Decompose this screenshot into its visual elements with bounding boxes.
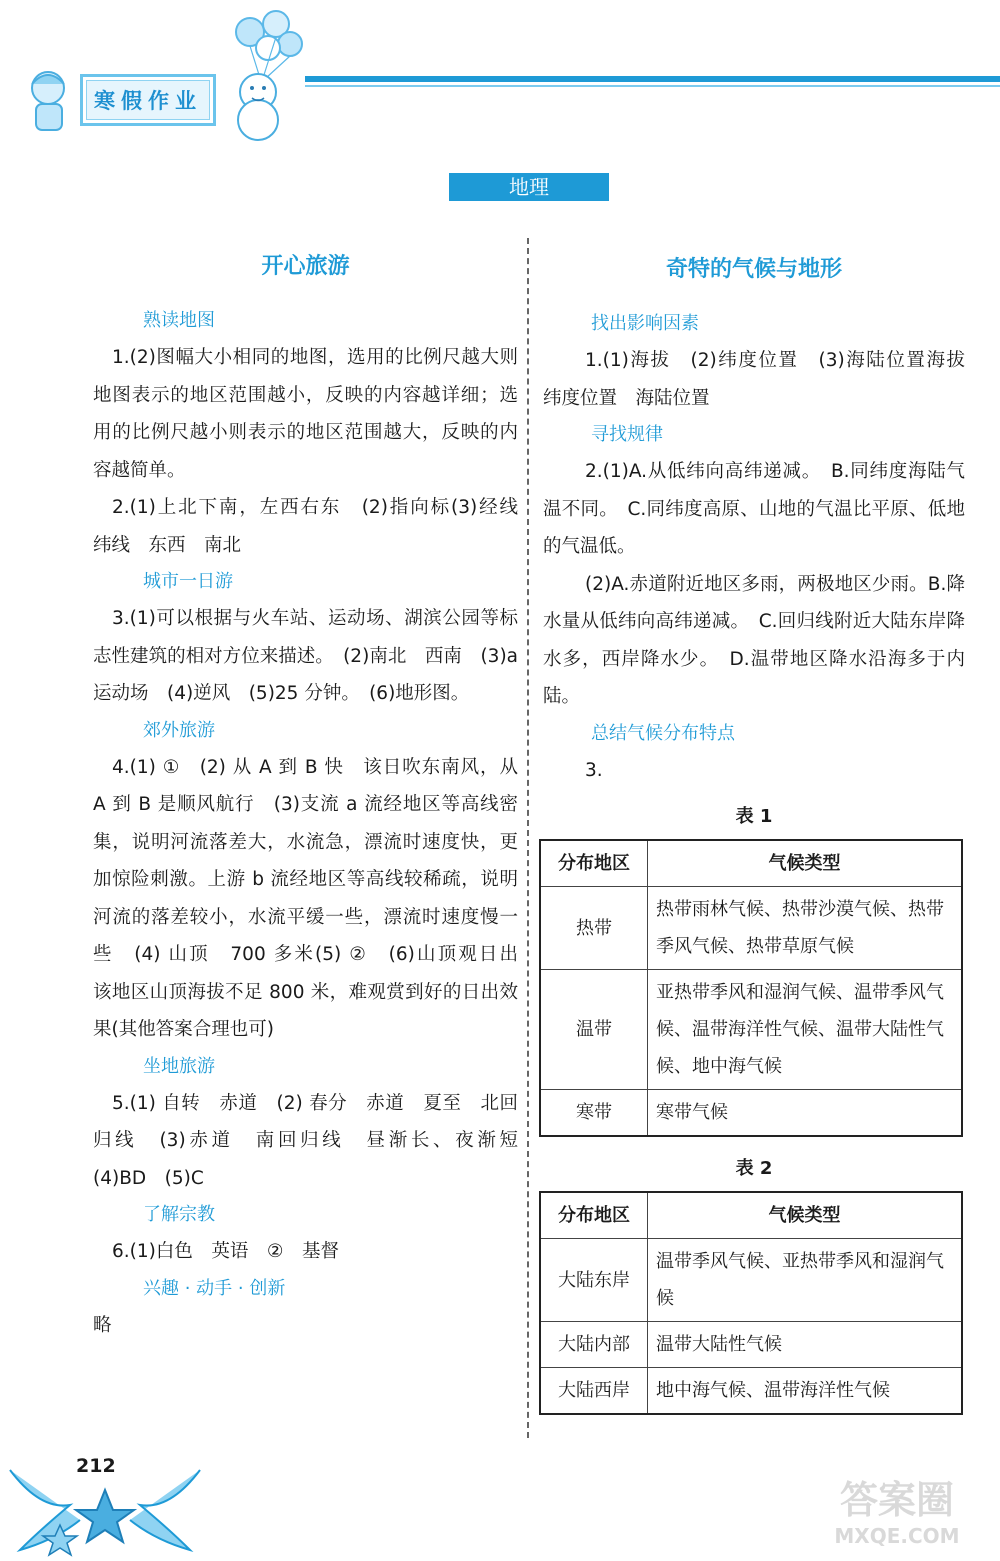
answer-paragraph: 略: [93, 1314, 112, 1336]
region-cell: 大陆东岸: [540, 1239, 648, 1322]
subsection-heading: 寻找规律: [591, 424, 663, 445]
header-rule-thin: [305, 85, 1000, 87]
subsection-heading: 了解宗教: [143, 1204, 215, 1225]
watermark-logo: [802, 1471, 992, 1551]
table-row: [540, 1239, 962, 1322]
table-header: 气候类型: [648, 840, 963, 887]
table1-caption: 表 1: [735, 806, 773, 827]
svg-text:答案圈: 答案圈: [839, 1478, 955, 1522]
region-cell: 寒带: [540, 1090, 648, 1137]
climate-table-1: [539, 839, 963, 1137]
table-header: 分布地区: [540, 1192, 648, 1239]
subsection-heading: 总结气候分布特点: [591, 722, 735, 744]
section-title-right: 奇特的气候与地形: [665, 257, 842, 282]
table-row: [540, 970, 962, 1090]
subsection-heading: 找出影响因素: [591, 313, 699, 334]
header-rule: [305, 76, 1000, 82]
table-header: 气候类型: [648, 1192, 963, 1239]
answer-paragraph: 4.(1) ① (2) 从 A 到 B 快 该日吹东南风，从 A 到 B 是顺风航行 (3)支流 a 流经地区等高线密集，说明河流落差大，水流急，漂流时速度快，更加惊险刺激。上游 b 流经地区等高线较稀疏，说明河流的落差较小，水流平缓一些，漂流时速度慢一些 (4) 山顶 700 多米(5) ② (6)山顶观日出 该地区山顶海拔不足 800 米，难观赏到好的日出效果(其他答案合理也可): [93, 756, 537, 1040]
region-cell: 温带: [540, 970, 648, 1090]
child-icon: [32, 72, 64, 130]
subsection-heading: 兴趣 · 动手 · 创新: [143, 1277, 286, 1299]
region-cell: 热带: [540, 887, 648, 970]
homework-badge: [80, 74, 216, 126]
answer-paragraph: 1.(2)图幅大小相同的地图，选用的比例尺越大则地图表示的地区范围越小，反映的内容越详细；选用的比例尺越小则表示的地区范围越大，反映的内容越简单。: [93, 347, 518, 481]
star-wings-icon: [10, 1470, 200, 1555]
table-row: [540, 887, 962, 970]
answer-paragraph: 1.(1)海拔 (2)纬度位置 (3)海陆位置海拔 纬度位置 海陆位置: [543, 350, 984, 409]
climate-type-cell: 亚热带季风和湿润气候、温带季风气候、温带海洋性气候、温带大陆性气候、地中海气候: [648, 970, 963, 1090]
climate-table-2: [539, 1191, 963, 1415]
answer-paragraph: 2.(1)A.从低纬向高纬递减。 B.同纬度海陆气温不同。 C.同纬度高原、山地的气温比平原、低地的气温低。: [543, 461, 965, 557]
right-content: [543, 306, 984, 789]
left-content: [93, 303, 537, 1344]
answer-paragraph: 2.(1)上北下南，左西右东 (2)指向标(3)经线 纬线 东西 南北: [93, 497, 537, 556]
table-row: [540, 1090, 962, 1137]
section-title-left: 开心旅游: [261, 254, 350, 279]
page-number: 212: [76, 1455, 116, 1477]
table-row: [540, 1322, 962, 1368]
balloons-icon: [236, 11, 302, 78]
snowman-icon: [238, 74, 278, 140]
subsection-heading: 城市一日游: [143, 571, 233, 592]
right-column: [543, 248, 984, 1415]
table2-caption: 表 2: [735, 1158, 773, 1179]
answer-paragraph: 6.(1)白色 英语 ② 基督: [112, 1241, 339, 1262]
subsection-heading: 郊外旅游: [143, 719, 215, 741]
answer-paragraph: 3.: [585, 759, 603, 781]
region-cell: 大陆西岸: [540, 1368, 648, 1415]
subsection-heading: 熟读地图: [143, 310, 215, 331]
table-row: [540, 1368, 962, 1415]
table-header: 分布地区: [540, 840, 648, 887]
homework-badge-label: 寒假作业: [86, 80, 210, 120]
answer-paragraph: 5.(1) 自转 赤道 (2) 春分 赤道 夏至 北回归线 (3)赤道 南回归线 昼渐长、夜渐短 (4)BD (5)C: [93, 1092, 537, 1189]
subsection-heading: 坐地旅游: [143, 1055, 215, 1077]
answer-paragraph: 3.(1)可以根据与火车站、运动场、湖滨公园等标志性建筑的相对方位来描述。 (2)南北 西南 (3)a 运动场 (4)逆风 (5)25 分钟。 (6)地形图。: [93, 608, 518, 704]
climate-type-cell: 温带大陆性气候: [648, 1322, 963, 1368]
subject-title: 地理: [449, 173, 609, 201]
climate-type-cell: 温带季风气候、亚热带季风和湿润气候: [648, 1239, 963, 1322]
climate-type-cell: 热带雨林气候、热带沙漠气候、热带季风气候、热带草原气候: [648, 887, 963, 970]
climate-type-cell: 地中海气候、温带海洋性气候: [648, 1368, 963, 1415]
climate-type-cell: 寒带气候: [648, 1090, 963, 1137]
region-cell: 大陆内部: [540, 1322, 648, 1368]
answer-paragraph: (2)A.赤道附近地区多雨，两极地区少雨。B.降水量从低纬向高纬递减。 C.回归线附近大陆东岸降水多，西岸降水少。 D.温带地区降水沿海多于内陆。: [543, 573, 965, 707]
svg-text:MXQE.COM: MXQE.COM: [834, 1524, 960, 1548]
column-divider: [527, 238, 529, 1438]
left-column: [93, 245, 537, 1344]
